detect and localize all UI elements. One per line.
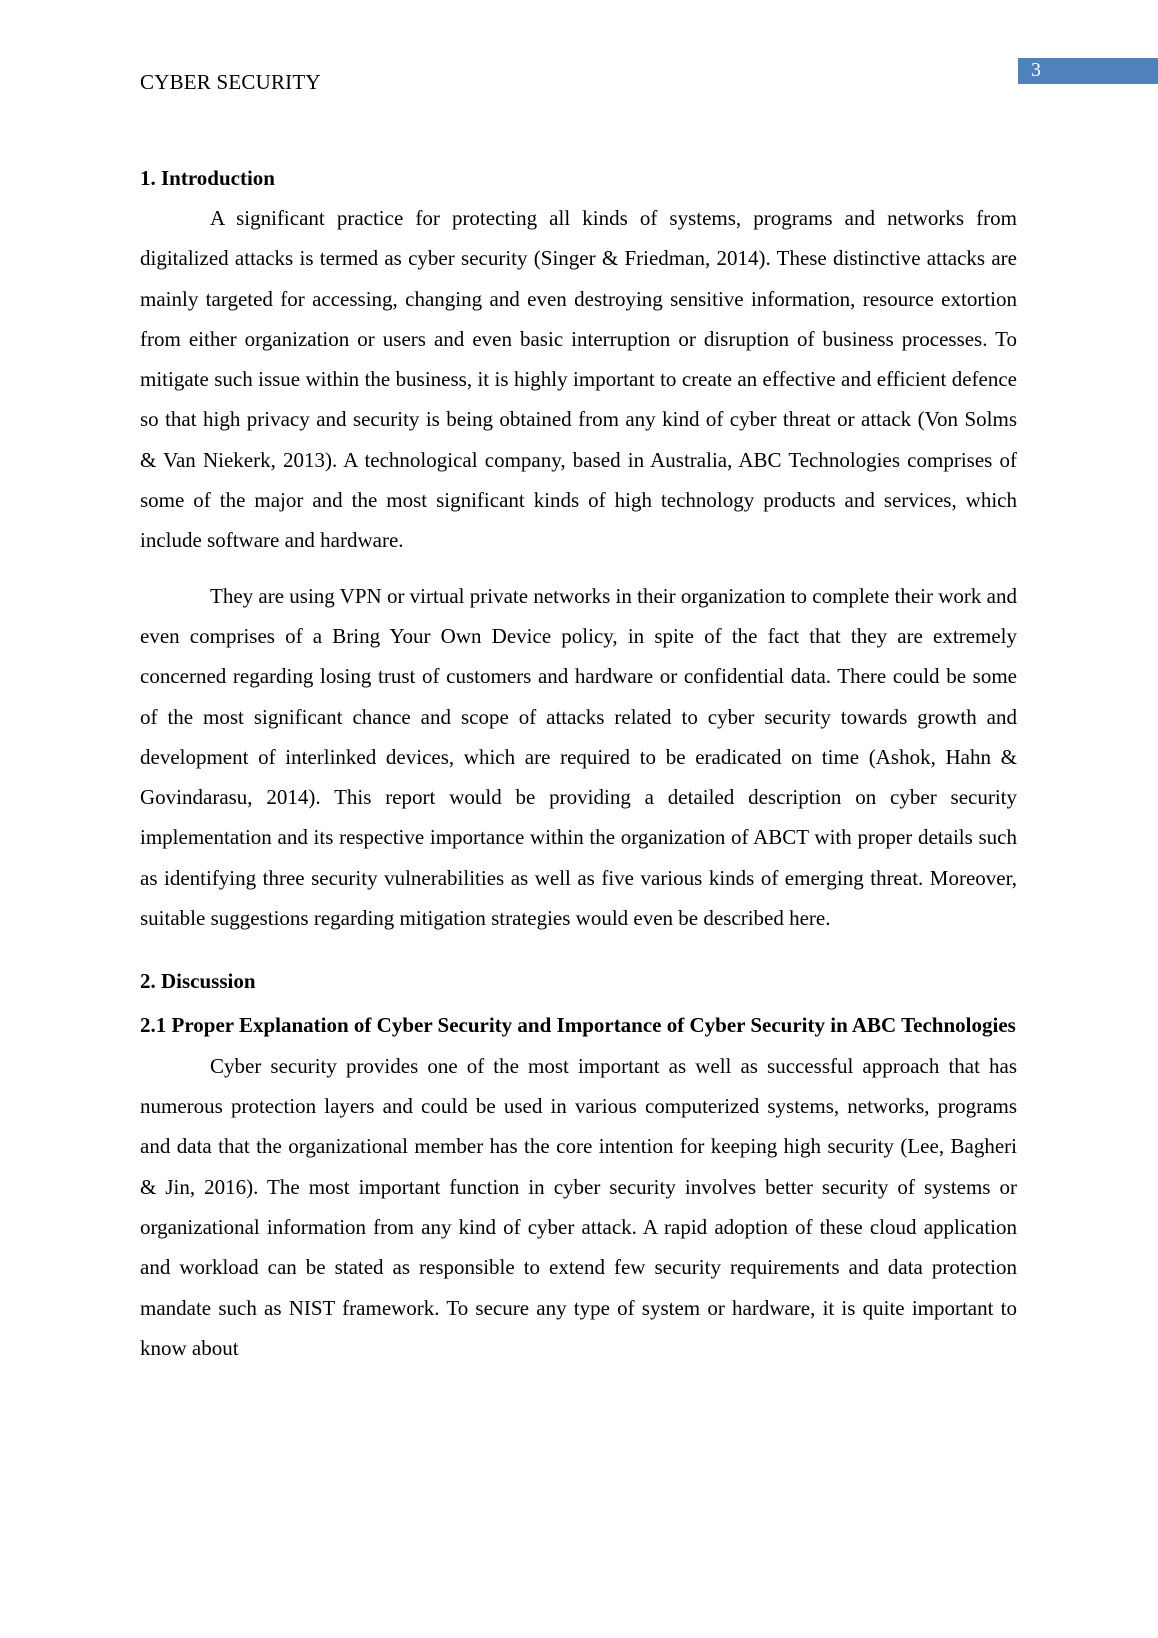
paragraph-discussion-1: Cyber security provides one of the most important as well as successful approach that has numerous protection layers and could be used in various computerized systems, networks, programs and data that the organizational member has the core intention for keeping high security (Lee, Bagheri & Jin, 2016). The most important function in cyber security involves better security of systems or organizational information from any kind of cyber attack. A rapid adoption of these cloud application and workload can be stated as responsible to extend few security requirements and data protection mandate such as NIST framework. To secure any type of system or hardware, it is quite important to know about (140, 1053, 1017, 1360)
section-heading-discussion: 2. Discussion (140, 969, 256, 994)
paragraph-intro-2: They are using VPN or virtual private networks in their organization to complete their work and even comprises of a Bring Your Own Device policy, in spite of the fact that they are extremely concerned regarding losing trust of customers and hardware or confidential data. There could be some of the most significant chance and scope of attacks related to cyber security towards growth and development of interlinked devices, which are required to be eradicated on time (Ashok, Hahn & Govindarasu, 2014). This report would be providing a detailed description on cyber security implementation and its respective importance within the organization of ABCT with proper details such as identifying three security vulnerabilities as well as five various kinds of emerging threat. Moreover, suitable suggestions regarding mitigation strategies would even be described here. (140, 583, 1017, 931)
paragraph-intro-1: A significant practice for protecting all kinds of systems, programs and networks from digitalized attacks is termed as cyber security (Singer & Friedman, 2014). These distinctive attacks are mainly targeted for accessing, changing and even destroying sensitive information, resource extortion from either organization or users and even basic interruption or disruption of business processes. To mitigate such issue within the business, it is highly important to create an effective and efficient defence so that high privacy and security is being obtained from any kind of cyber threat or attack (Von Solms & Van Niekerk, 2013). A technological company, based in Australia, ABC Technologies comprises of some of the major and the most significant kinds of high technology products and services, which include software and hardware. (140, 206, 1017, 553)
subsection-heading-2-1: 2.1 Proper Explanation of Cyber Security and Importance of Cyber Security in ABC Technologies (140, 1013, 1016, 1038)
section-heading-introduction: 1. Introduction (140, 166, 275, 190)
document-body (140, 158, 1017, 1368)
running-header: CYBER SECURITY (140, 70, 321, 94)
page-number: 3 (1031, 59, 1041, 81)
